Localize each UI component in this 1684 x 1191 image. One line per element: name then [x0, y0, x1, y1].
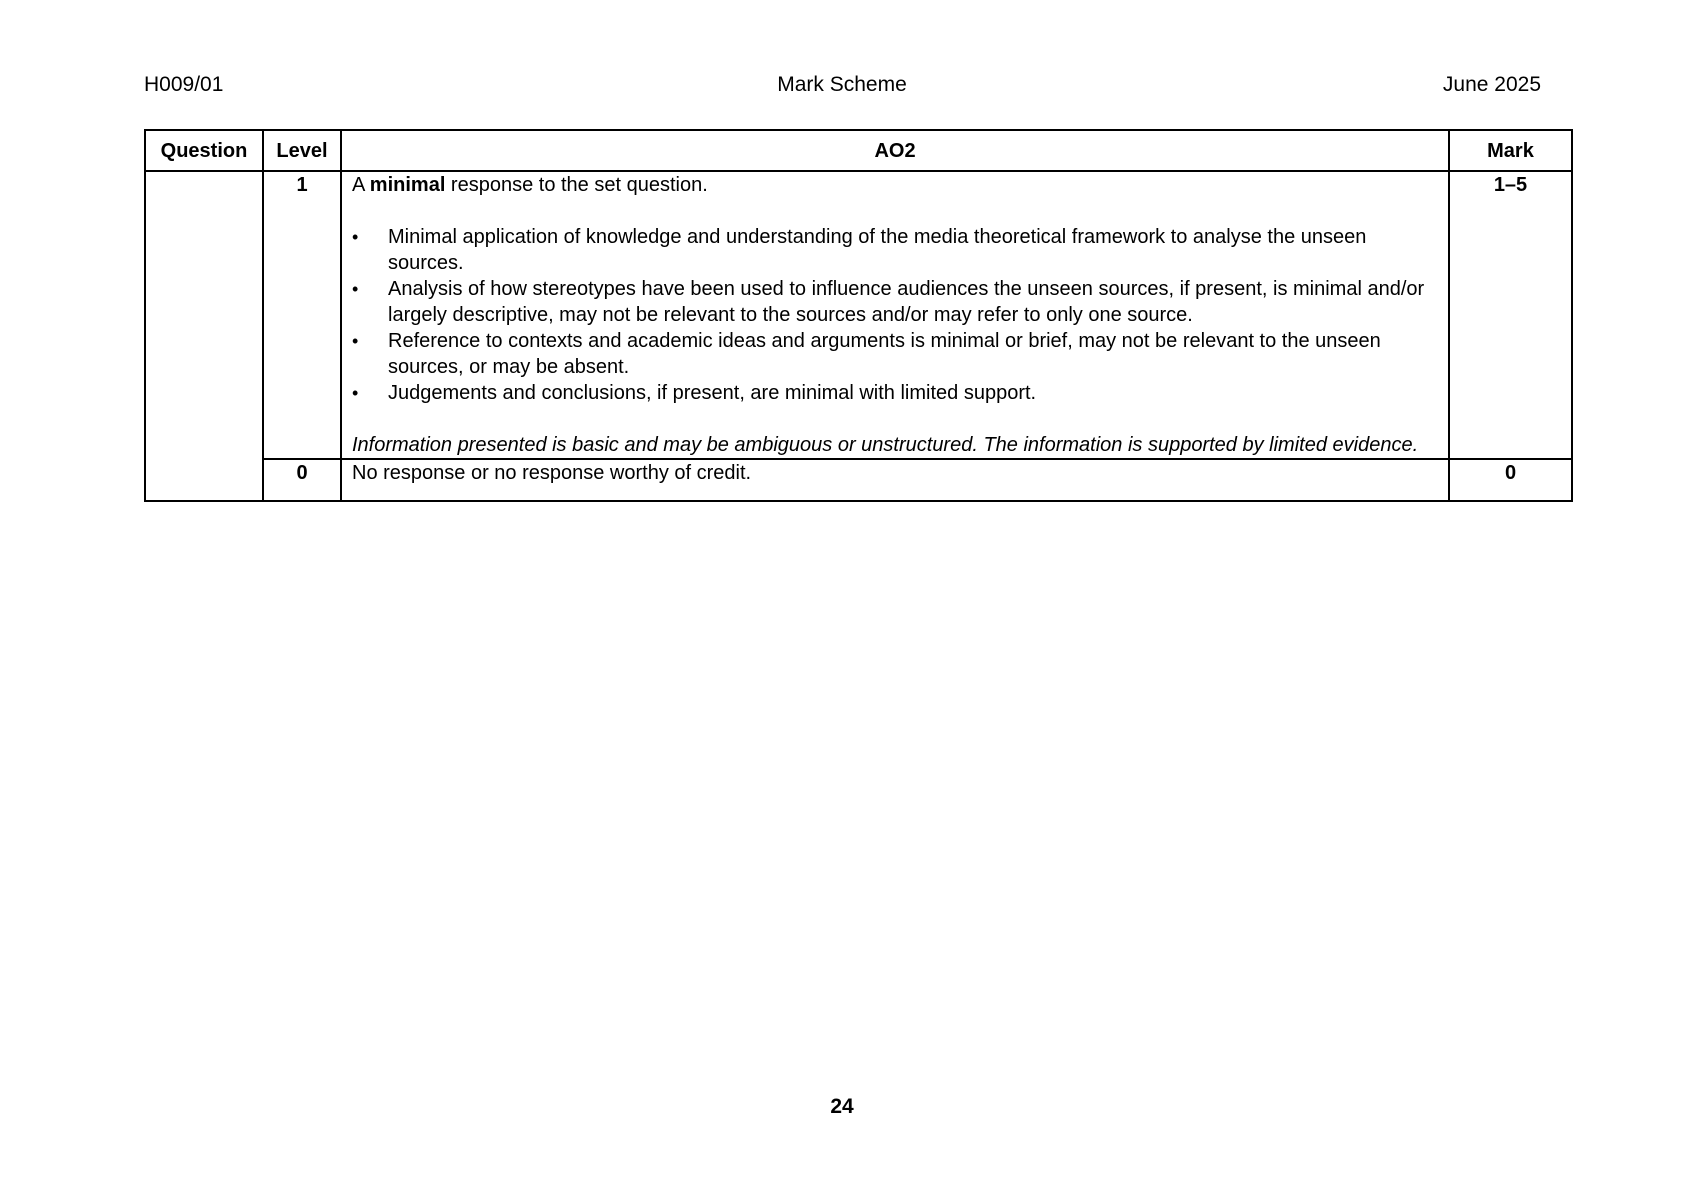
ao2-descriptor-cell: No response or no response worthy of credit.: [341, 459, 1449, 501]
mark-scheme-table: [144, 129, 1573, 502]
intro-suffix: response to the set question.: [445, 174, 708, 196]
table-row-level-0: [145, 459, 1572, 501]
column-header-question: Question: [145, 130, 263, 171]
table-row-level-1: [145, 171, 1572, 459]
level-note: Information presented is basic and may be ambiguous or unstructured. The information is supported by limited evidence.: [352, 434, 1419, 456]
criteria-item: • Minimal application of knowledge and understanding of the media theoretical framework to analyse the unseen sources.: [352, 224, 1438, 276]
criteria-item: • Judgements and conclusions, if present, are minimal with limited support.: [352, 380, 1438, 406]
level-cell: 1: [263, 171, 341, 459]
document-title: Mark Scheme: [777, 73, 907, 96]
criteria-list: [352, 224, 1438, 406]
mark-cell: 0: [1449, 459, 1572, 501]
mark-cell: 1–5: [1449, 171, 1572, 459]
criteria-item: • Reference to contexts and academic ideas and arguments is minimal or brief, may not be relevant to the unseen sources, or may be absent.: [352, 328, 1438, 380]
intro-prefix: A: [352, 174, 370, 196]
column-header-ao2: AO2: [341, 130, 1449, 171]
criteria-item: • Analysis of how stereotypes have been used to influence audiences the unseen sources, if present, is minimal and/or largely descriptive, may not be relevant to the sources and/or may refer to only one source.: [352, 276, 1438, 328]
level-intro: [352, 172, 1438, 198]
column-header-mark: Mark: [1449, 130, 1572, 171]
level-cell: 0: [263, 459, 341, 501]
page-number: 24: [830, 1095, 854, 1118]
intro-keyword: minimal: [369, 174, 446, 196]
table-header-row: [145, 130, 1572, 171]
ao2-descriptor-cell: [341, 171, 1449, 459]
paper-code: H009/01: [144, 73, 224, 96]
exam-date: June 2025: [1442, 73, 1541, 96]
column-header-level: Level: [263, 130, 341, 171]
question-cell: [145, 171, 263, 501]
